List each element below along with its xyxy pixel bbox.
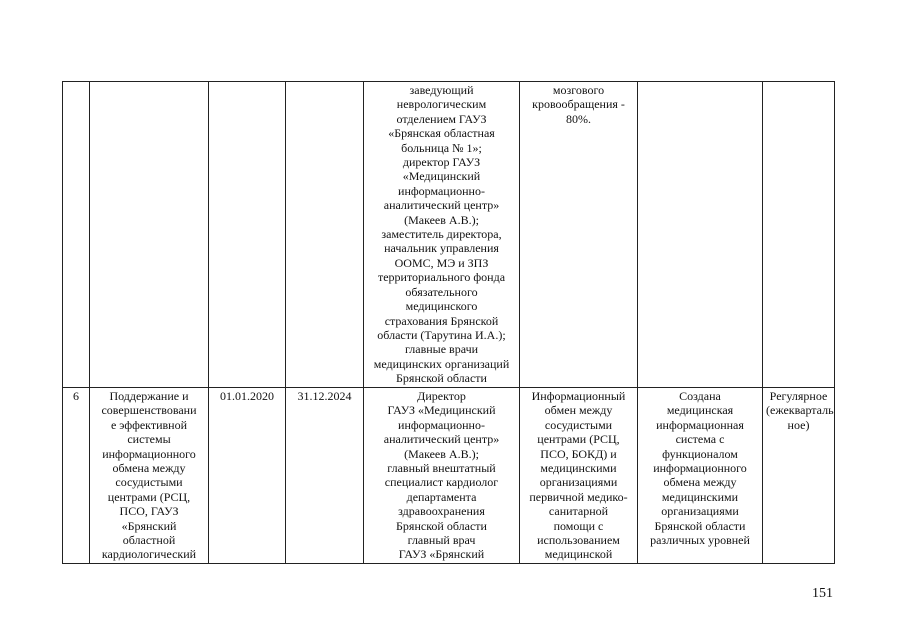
cell-indicator: мозгового кровообращения - 80%. xyxy=(520,82,638,388)
cell-responsible: заведующий неврологическим отделением ГАУЗ «Брянская областная больница № 1»; директор ГАУЗ «Медицинский информационно- аналитический центр» (Макеев А.В.); заместитель директора, начальник управления ООМС, МЭ и ЗПЗ территориального фонда обязательного медицинского страхования Брянской области (Тарутина И.А.); главные врачи медицинских организаций Брянской области xyxy=(364,82,520,388)
cell-indicator: Информационный обмен между сосудистыми центрами (РСЦ, ПСО, БОКД) и медицинскими организациями первичной медико- санитарной помощи с использованием медицинской xyxy=(520,388,638,564)
cell-end-date xyxy=(286,82,364,388)
cell-name xyxy=(90,82,209,388)
cell-name: Поддержание и совершенствовани е эффективной системы информационного обмена между сосудистыми центрами (РСЦ, ПСО, ГАУЗ «Брянский областной кардиологический xyxy=(90,388,209,564)
cell-number xyxy=(63,82,90,388)
cell-responsible: Директор ГАУЗ «Медицинский информационно- аналитический центр» (Макеев А.В.); главный внештатный специалист кардиолог департамента здравоохранения Брянской области главный врач ГАУЗ «Брянский xyxy=(364,388,520,564)
page-number: 151 xyxy=(812,586,833,601)
cell-start-date: 01.01.2020 xyxy=(209,388,286,564)
table-row-6 xyxy=(63,388,835,564)
cell-frequency: Регулярное (ежекварталь ное) xyxy=(763,388,835,564)
cell-number: 6 xyxy=(63,388,90,564)
cell-end-date: 31.12.2024 xyxy=(286,388,364,564)
table-row-continued xyxy=(63,82,835,388)
cell-start-date xyxy=(209,82,286,388)
cell-frequency xyxy=(763,82,835,388)
activity-table xyxy=(62,81,835,564)
cell-result xyxy=(638,82,763,388)
cell-result: Создана медицинская информационная система с функционалом информационного обмена между медицинскими организациями Брянской области различных уровней xyxy=(638,388,763,564)
